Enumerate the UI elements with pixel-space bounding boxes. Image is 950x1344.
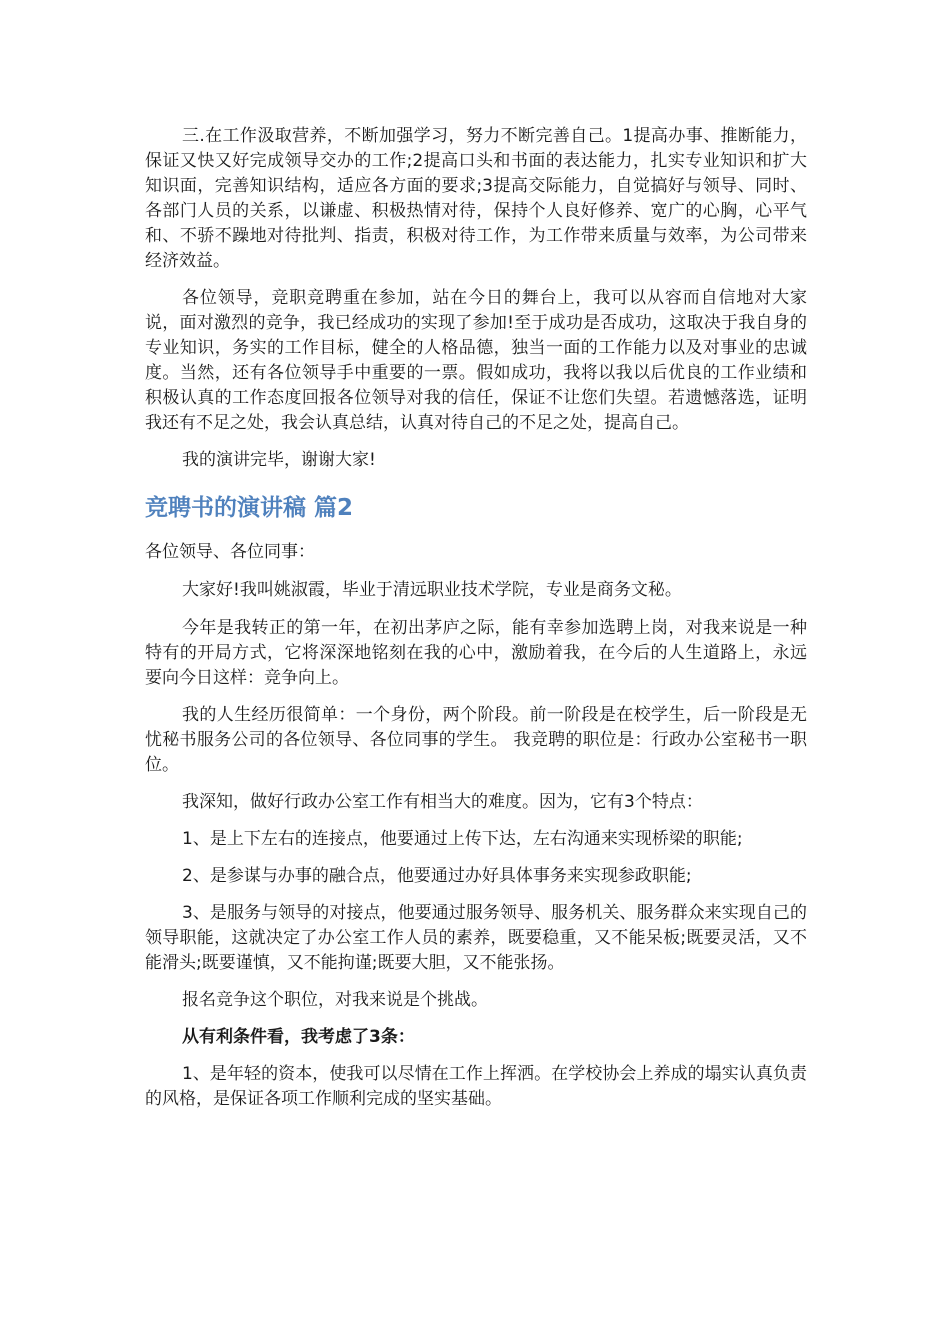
paragraph: 各位领导，竞职竞聘重在参加，站在今日的舞台上，我可以从容而自信地对大家说，面对激烈的竞争，我已经成功的实现了参加!至于成功是否成功，这取决于我自身的专业知识，务实的工作目标，健全的人格品德，独当一面的工作能力以及对事业的忠诚度。当然，还有各位领导手中重要的一票。假如成功，我将以我以后优良的工作业绩和积极认真的工作态度回报各位领导对我的信任，保证不让您们失望。若遗憾落选，证明我还有不足之处，我会认真总结，认真对待自己的不足之处，提高自己。 (145, 288, 807, 433)
paragraph: 大家好!我叫姚淑霞，毕业于清远职业技术学院，专业是商务文秘。 (182, 580, 682, 600)
section-title: 竞聘书的演讲稿 篇2 (145, 495, 354, 521)
paragraph: 我深知，做好行政办公室工作有相当大的难度。因为，它有3个特点： (182, 792, 703, 812)
paragraph: 报名竞争这个职位，对我来说是个挑战。 (182, 990, 488, 1010)
document-body (145, 124, 807, 1112)
paragraph: 三.在工作汲取营养，不断加强学习，努力不断完善自己。1提高办事、推断能力，保证又快又好完成领导交办的工作;2提高口头和书面的表达能力，扎实专业知识和扩大知识面，完善知识结构，适应各方面的要求;3提高交际能力，自觉搞好与领导、同时、各部门人员的关系，以谦虚、积极热情对待，保持个人良好修养、宽广的心胸，心平气和、不骄不躁地对待批判、指责，积极对待工作，为工作带来质量与效率，为公司带来经济效益。 (145, 126, 807, 271)
paragraph: 我的人生经历很简单：一个身份，两个阶段。前一阶段是在校学生，后一阶段是无忧秘书服务公司的各位领导、各位同事的学生。 我竞聘的职位是：行政办公室秘书一职位。 (145, 705, 807, 775)
list-item: 1、是上下左右的连接点，他要通过上传下达，左右沟通来实现桥梁的职能; (182, 829, 743, 849)
bold-heading: 从有利条件看，我考虑了3条： (182, 1027, 415, 1047)
salutation: 各位领导、各位同事： (145, 542, 315, 562)
paragraph: 今年是我转正的第一年，在初出茅庐之际，能有幸参加选聘上岗，对我来说是一种特有的开局方式，它将深深地铭刻在我的心中，激励着我，在今后的人生道路上，永远要向今日这样：竞争向上。 (145, 618, 807, 688)
list-item: 1、是年轻的资本，使我可以尽情在工作上挥洒。在学校协会上养成的塌实认真负责的风格，是保证各项工作顺利完成的坚实基础。 (145, 1064, 807, 1109)
list-item: 3、是服务与领导的对接点，他要通过服务领导、服务机关、服务群众来实现自己的领导职能，这就决定了办公室工作人员的素养，既要稳重，又不能呆板;既要灵活，又不能滑头;既要谨慎，又不能拘谨;既要大胆，又不能张扬。 (145, 903, 807, 973)
paragraph: 我的演讲完毕，谢谢大家! (182, 450, 376, 470)
list-item: 2、是参谋与办事的融合点，他要通过办好具体事务来实现参政职能; (182, 866, 692, 886)
